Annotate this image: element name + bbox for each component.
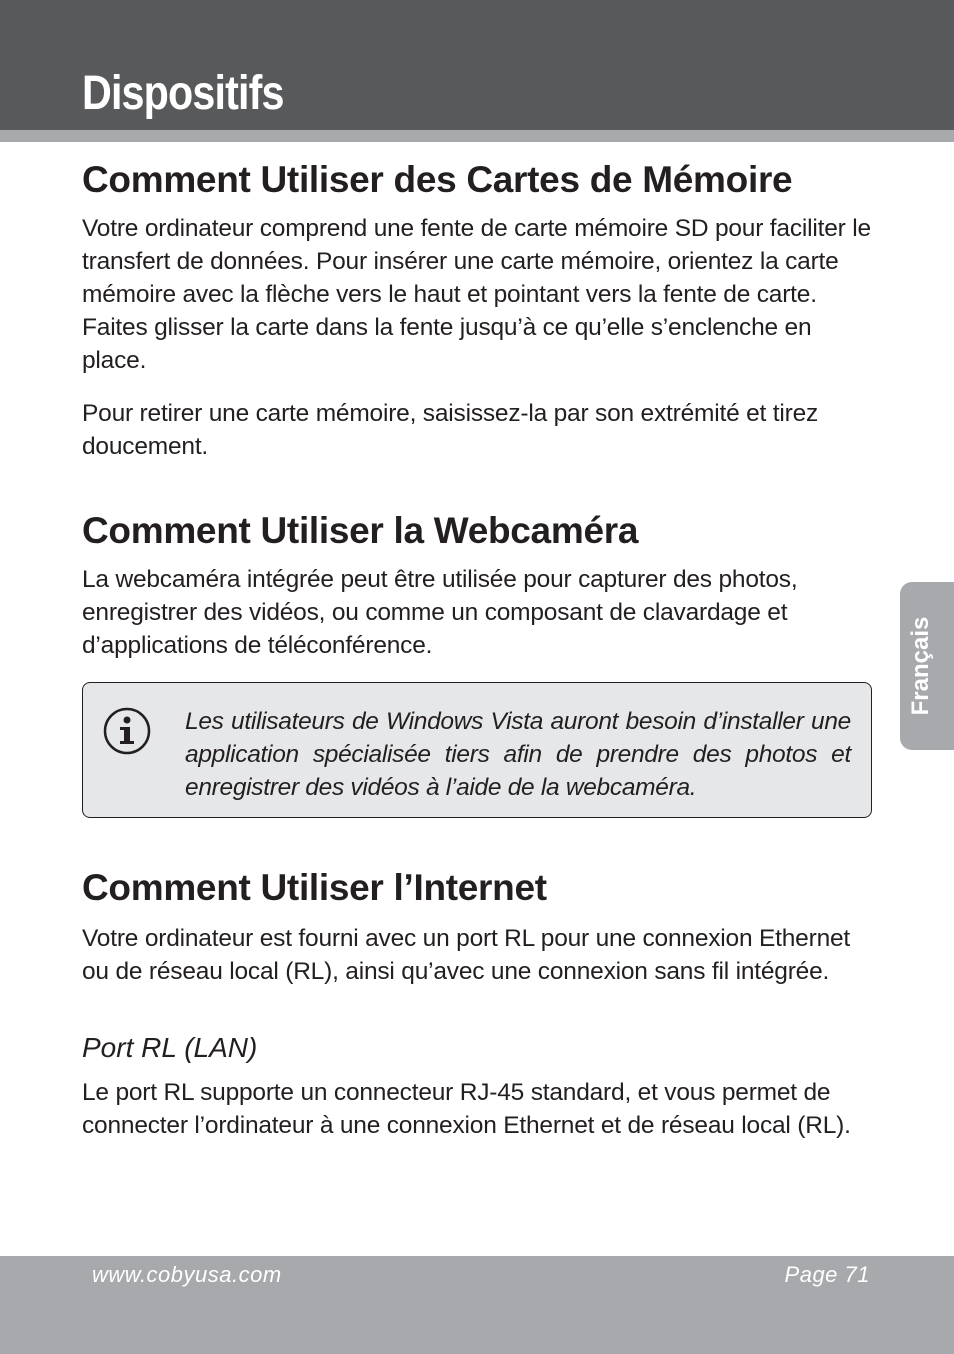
lan-port-paragraph: Le port RL supporte un connecteur RJ-45 standard, et vous permet de connecter l’ordinateur à une connexion Ethernet et de réseau local (RL). (82, 1079, 851, 1139)
language-tab-label: Français (907, 616, 934, 716)
internet-paragraph: Votre ordinateur est fourni avec un port RL pour une connexion Ethernet ou de réseau local (RL), ainsi qu’avec une connexion sans fil intégrée. (82, 925, 851, 985)
note-box (82, 682, 872, 818)
header-stripe (0, 130, 954, 142)
webcam-paragraph: La webcaméra intégrée peut être utilisée pour capturer des photos, enregistrer des vidéos, ou comme un composant de clavardage et d’applications de téléconférence. (82, 566, 798, 659)
section-title-memory-cards: Comment Utiliser des Cartes de Mémoire (82, 159, 793, 200)
section-title-webcam: Comment Utiliser la Webcaméra (82, 510, 639, 551)
chapter-title: Dispositifs (82, 67, 284, 120)
memory-cards-paragraph-2: Pour retirer une carte mémoire, saisissez-la par son extrémité et tirez doucement. (82, 400, 819, 460)
memory-cards-paragraph-1: Votre ordinateur comprend une fente de carte mémoire SD pour faciliter le transfert de données. Pour insérer une carte mémoire, orientez la carte mémoire avec la flèche vers le haut et pointant vers la fente de carte. Faites glisser la carte dans la fente jusqu’à ce qu’elle s’enclenche en place. (82, 215, 871, 374)
note-text: Les utilisateurs de Windows Vista auront besoin d’installer une application spécialisée tiers afin de prendre des photos et enregistrer des vidéos à l’aide de la webcaméra. (185, 708, 851, 801)
info-icon (103, 707, 151, 755)
page-number: Page 71 (784, 1262, 870, 1287)
subsection-title-lan-port: Port RL (LAN) (82, 1032, 258, 1063)
section-title-internet: Comment Utiliser l’Internet (82, 867, 547, 908)
page-content (82, 156, 872, 1142)
footer-url: www.cobyusa.com (92, 1262, 282, 1287)
